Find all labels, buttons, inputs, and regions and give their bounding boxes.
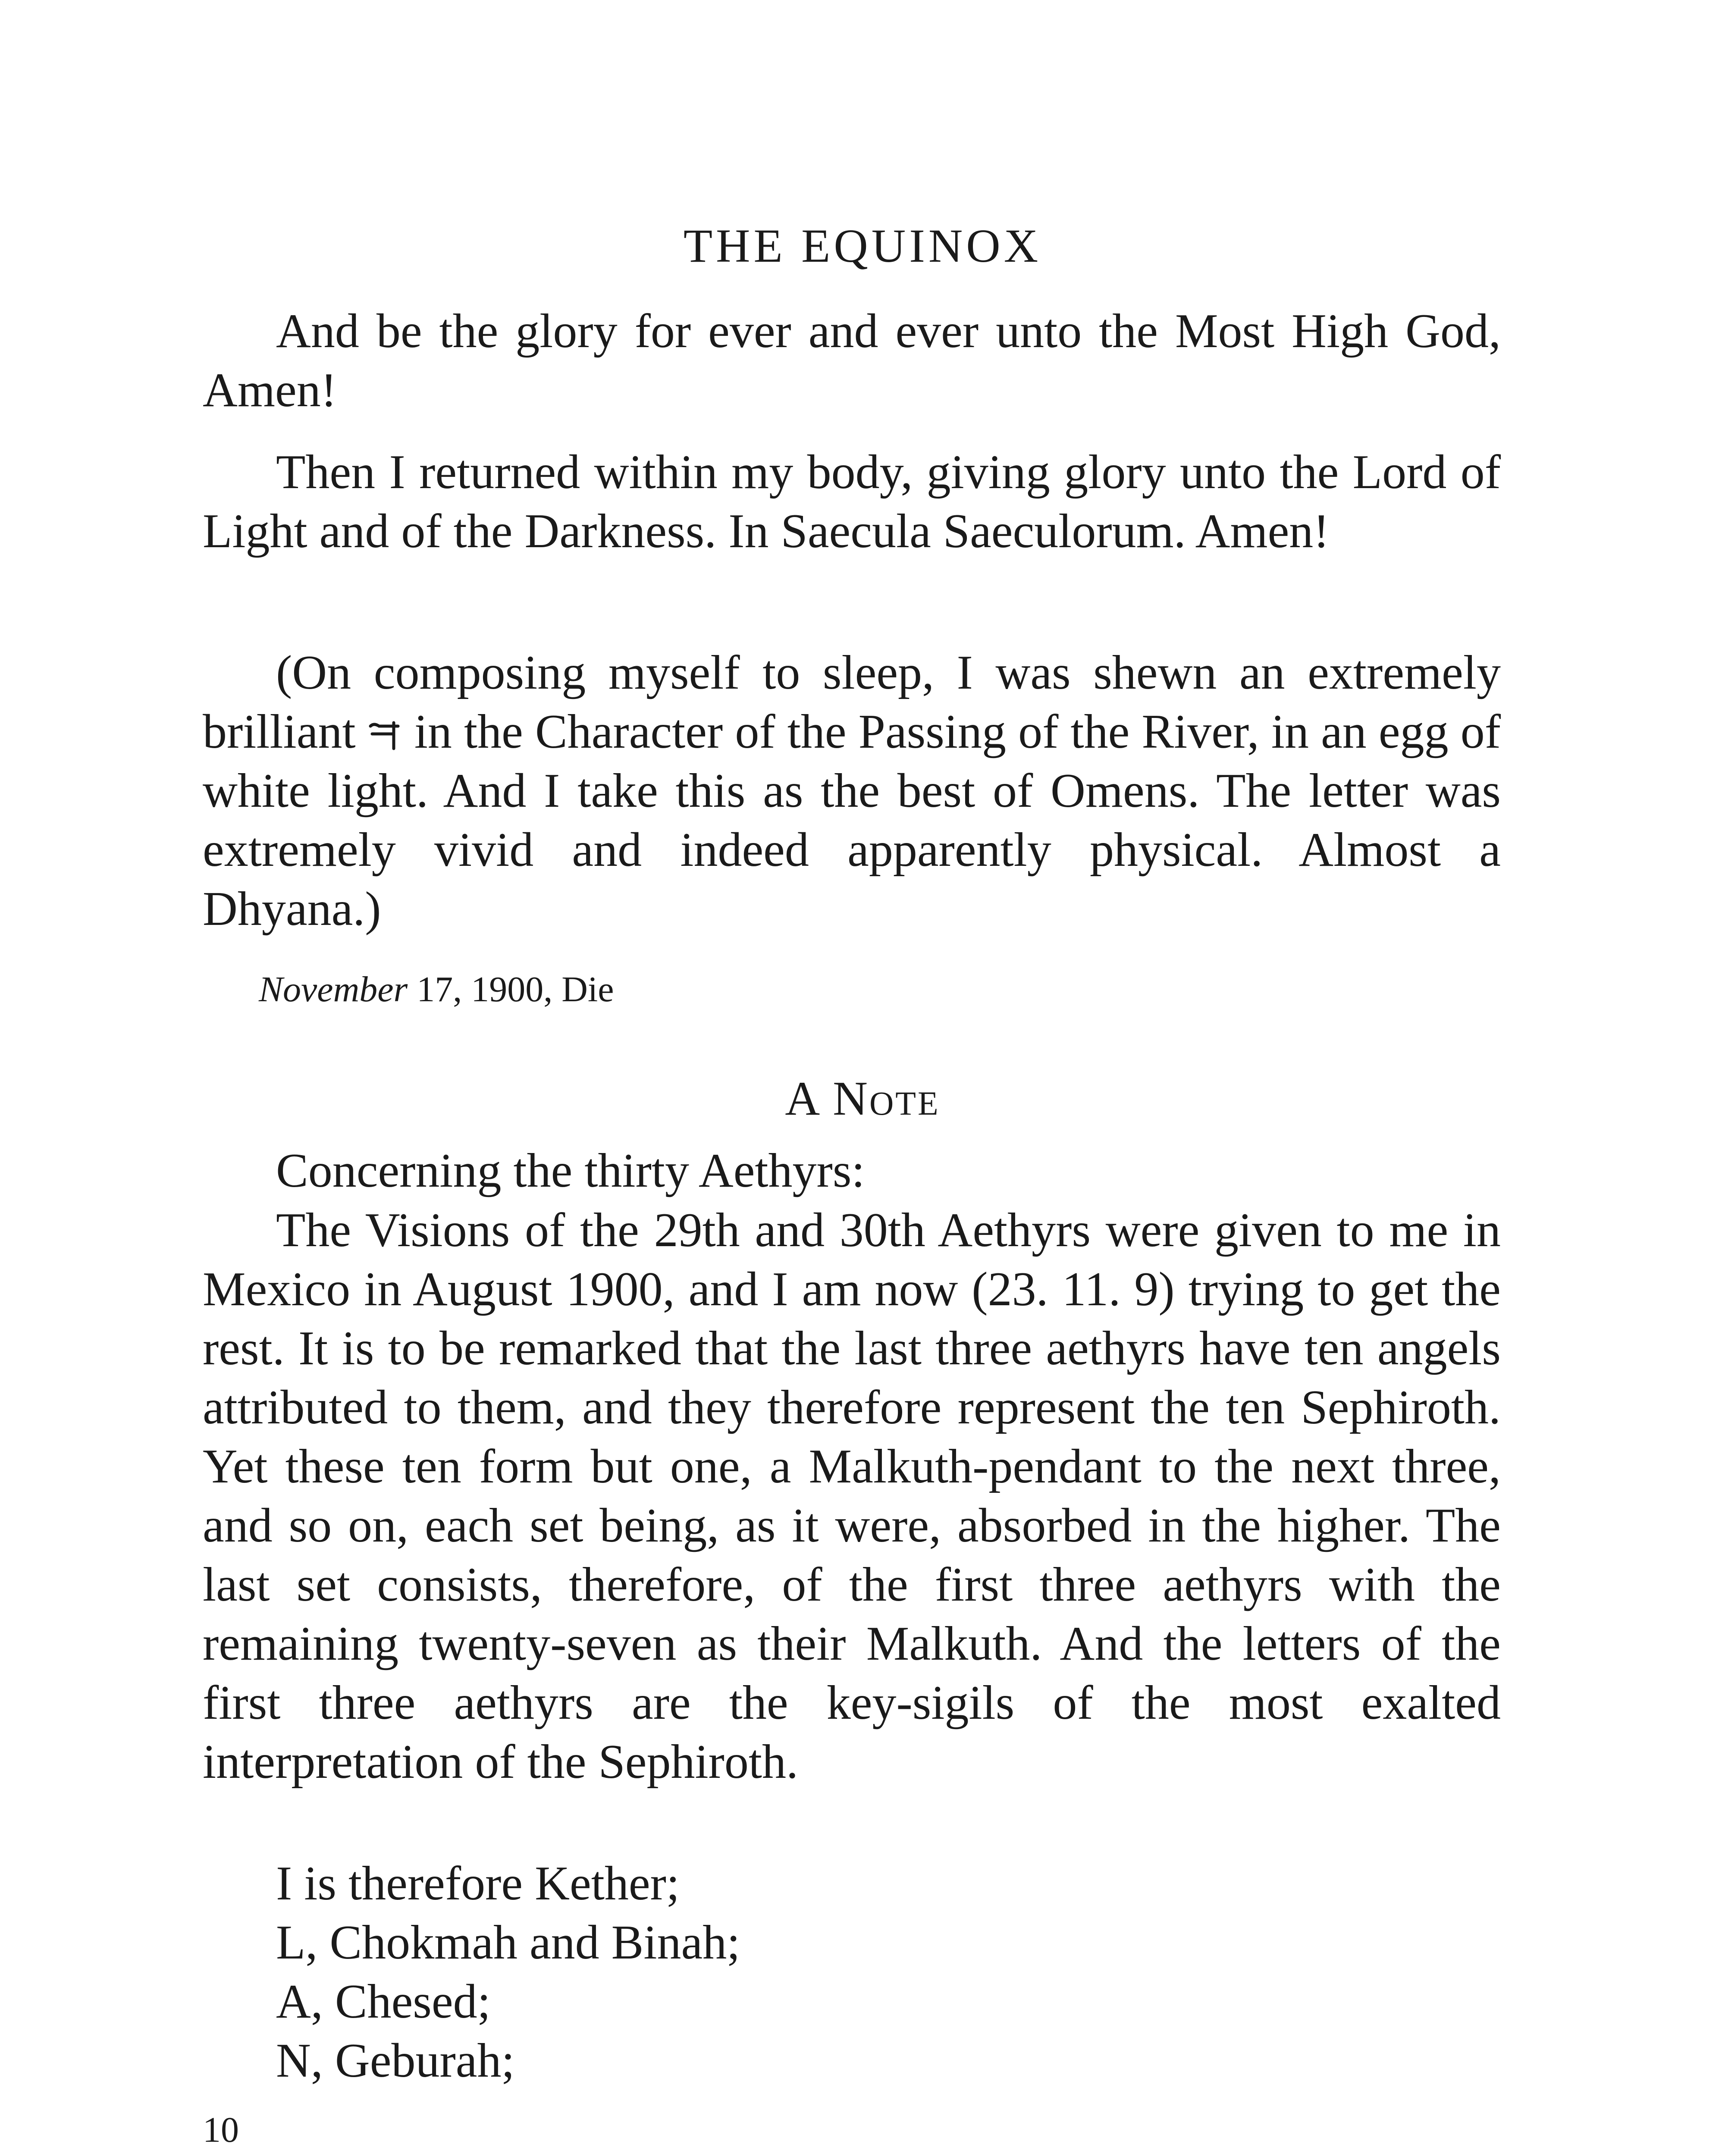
paragraph-sleep-after: in the Character of the Passing of the River, in an egg of white light. And I take this as the best of Omens. The letter was extremely vivid and indeed apparently physical. Almost a Dhyana.): [203, 705, 1501, 936]
paragraph-glory: [203, 302, 1501, 420]
dateline-rest: 17, 1900, Die: [408, 969, 614, 1009]
paragraph-sleep-text: [203, 643, 1501, 939]
note-heading-word: Note: [833, 1072, 940, 1125]
paragraph-return: [203, 443, 1501, 561]
dateline-month: November: [259, 969, 408, 1009]
dateline: [259, 966, 614, 1013]
running-head: THE EQUINOX: [683, 219, 1042, 272]
note-heading-article: A: [785, 1072, 833, 1125]
paragraph-glory-text: And be the glory for ever and ever unto the Most High God, Amen!: [203, 304, 1501, 417]
note-heading: [0, 1069, 1725, 1128]
sephiroth-list: [276, 1854, 1354, 2090]
paragraph-return-text: Then I returned within my body, giving glory unto the Lord of Light and of the Darkness. In Saecula Saeculorum. Amen!: [203, 445, 1501, 558]
paragraph-sleep: [203, 643, 1501, 939]
list-item: A, Chesed;: [276, 1975, 491, 2028]
list-item: I is therefore Kether;: [276, 1857, 680, 1910]
note-body: [203, 1201, 1501, 1792]
list-item: L, Chokmah and Binah;: [276, 1916, 740, 1969]
note-intro-text: Concerning the thirty Aethyrs:: [276, 1144, 865, 1197]
page-number: 10: [203, 2110, 239, 2150]
enochian-letter-icon: [368, 717, 402, 751]
note-body-text: The Visions of the 29th and 30th Aethyrs were given to me in Mexico in August 1900, and I am now (23. 11. 9) trying to get the rest. It is to be remarked that the last three aethyrs have ten angels attributed to them, and they therefore represent the ten Sephiroth. Yet these ten form but one, a Malkuth-pendant to the next three, and so on, each set being, as it were, absorbed in the higher. The last set consists, therefore, of the first three aethyrs with the remaining twenty-seven as their Malkuth. And the letters of the first three aethyrs are the key-sigils of the most exalted interpretation of the Sephiroth.: [203, 1203, 1501, 1789]
note-intro: [203, 1141, 1501, 1200]
paragraph-sleep-before: (On composing myself to sleep, I was shewn an extremely brilliant: [203, 646, 1501, 758]
list-item: N, Geburah;: [276, 2034, 515, 2087]
